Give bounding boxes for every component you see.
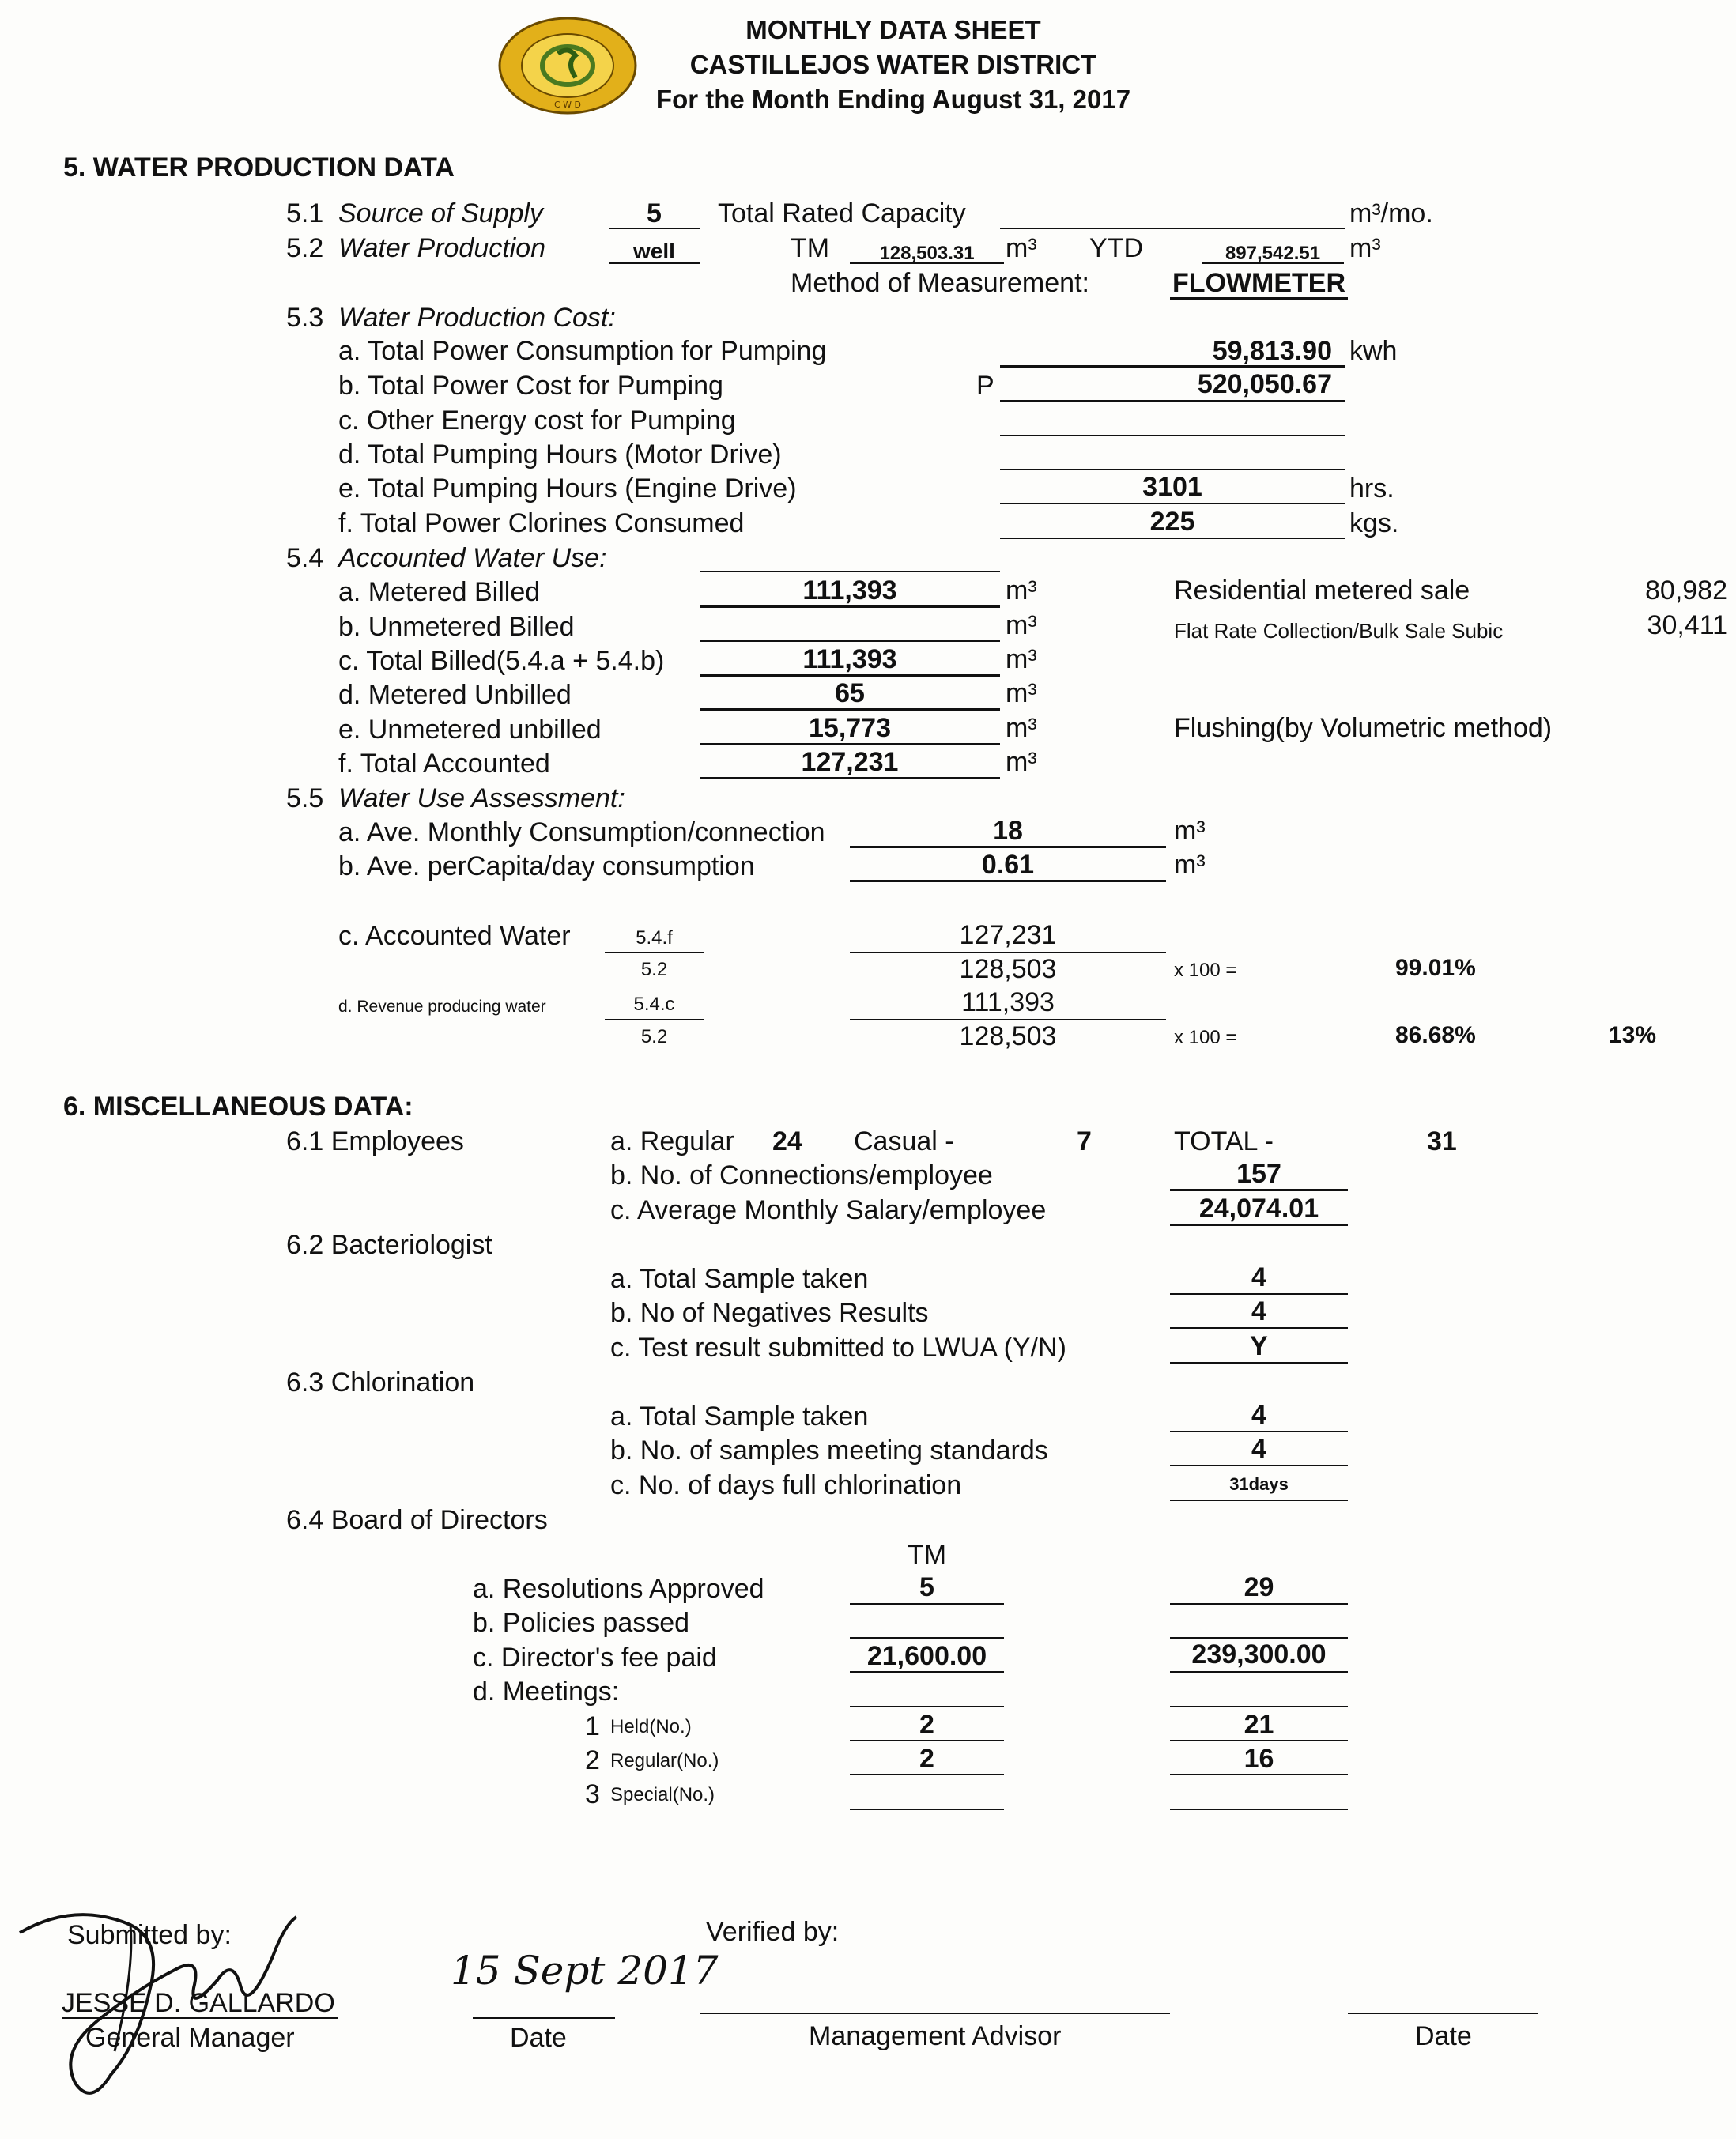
water-production-type: well (633, 239, 675, 263)
total-accounted-unit: m³ (1006, 747, 1037, 777)
power-cost-label: b. Total Power Cost for Pumping (338, 371, 723, 401)
revenue-producing-water-label: d. Revenue producing water (338, 998, 546, 1016)
item-5-5-number: 5.5 (286, 783, 324, 813)
metered-billed-label: a. Metered Billed (338, 577, 541, 607)
item-5-2-number: 5.2 (286, 233, 324, 263)
board-of-directors-label: 6.4 Board of Directors (286, 1505, 548, 1535)
meetings-held-ytd: 21 (1244, 1710, 1274, 1740)
source-of-supply-value: 5 (647, 198, 662, 228)
tm-label: TM (791, 233, 830, 263)
section-5-heading: 5. WATER PRODUCTION DATA (63, 153, 455, 183)
flat-rate-value: 30,411 (1647, 610, 1727, 640)
unmetered-unbilled-unit: m³ (1006, 713, 1037, 743)
accounted-water-multiplier: x 100 = (1174, 960, 1237, 981)
unmetered-unbilled-value: 15,773 (809, 713, 891, 743)
signatory-title: General Manager (85, 2023, 295, 2053)
tm-production-value: 128,503.31 (879, 243, 975, 264)
unmetered-billed-unit: m³ (1006, 610, 1037, 640)
residential-sale-label: Residential metered sale (1174, 575, 1470, 605)
bact-samples-value: 4 (1251, 1262, 1266, 1292)
resolutions-approved-ytd: 29 (1244, 1572, 1274, 1602)
meetings-special-label: Special(No.) (610, 1784, 715, 1805)
avg-salary-label: c. Average Monthly Salary/employee (610, 1195, 1047, 1225)
meetings-regular-label: Regular(No.) (610, 1750, 719, 1771)
chlor-samples-label: a. Total Sample taken (610, 1401, 869, 1432)
total-accounted-value: 127,231 (801, 747, 899, 777)
samples-meeting-standards-value: 4 (1251, 1434, 1266, 1464)
svg-text:15 Sept 2017: 15 Sept 2017 (451, 1948, 719, 1994)
svg-text:C W D: C W D (553, 100, 582, 110)
accounted-water-use-label: Accounted Water Use: (338, 543, 607, 573)
non-revenue-water-percent: 13% (1609, 1022, 1657, 1048)
metered-unbilled-unit: m³ (1006, 678, 1037, 708)
accounted-water-denominator-ref: 5.2 (640, 959, 668, 980)
power-cost-value: 520,050.67 (1197, 369, 1332, 399)
total-employees-label: TOTAL - (1174, 1126, 1274, 1156)
revenue-water-denominator: 128,503 (959, 1021, 1057, 1051)
signatory-name: JESSE D. GALLARDO (62, 1988, 335, 2018)
avg-monthly-unit: m³ (1174, 816, 1206, 846)
meetings-special-number: 3 (585, 1779, 600, 1809)
verified-by-label: Verified by: (706, 1917, 840, 1947)
connections-per-employee-label: b. No. of Connections/employee (610, 1160, 993, 1190)
management-advisor-label: Management Advisor (809, 2021, 1062, 2051)
board-tm-header: TM (907, 1540, 947, 1570)
meetings-label: d. Meetings: (473, 1677, 620, 1707)
peso-sign: P (976, 371, 994, 401)
source-of-supply-label: Source of Supply (338, 198, 543, 228)
resolutions-approved-label: a. Resolutions Approved (473, 1574, 764, 1604)
verified-date-label: Date (1415, 2021, 1472, 2051)
full-chlorination-days-value: 31days (1229, 1474, 1289, 1494)
pumping-hours-engine-value: 3101 (1142, 472, 1202, 502)
revenue-water-denominator-ref: 5.2 (640, 1026, 668, 1047)
sheet-title: MONTHLY DATA SHEET (745, 15, 1041, 44)
total-billed-value: 111,393 (802, 644, 897, 674)
avg-monthly-consumption-label: a. Ave. Monthly Consumption/connection (338, 817, 825, 847)
avg-monthly-consumption-value: 18 (993, 816, 1023, 846)
per-capita-consumption-value: 0.61 (981, 850, 1035, 880)
total-rated-capacity-unit: m³/mo. (1349, 198, 1433, 228)
meetings-regular-tm: 2 (919, 1744, 934, 1774)
employees-label: 6.1 Employees (286, 1126, 464, 1156)
residential-sale-value: 80,982 (1645, 575, 1727, 605)
lwua-submitted-value: Y (1250, 1331, 1268, 1361)
directors-fee-ytd: 239,300.00 (1191, 1639, 1327, 1669)
report-period: For the Month Ending August 31, 2017 (655, 85, 1131, 114)
ytd-production-value: 897,542.51 (1225, 243, 1321, 264)
total-accounted-label: f. Total Accounted (338, 749, 550, 779)
ytd-label: YTD (1089, 233, 1143, 263)
submitted-by-label: Submitted by: (67, 1920, 232, 1950)
per-capita-consumption-label: b. Ave. perCapita/day consumption (338, 851, 755, 881)
metered-billed-value: 111,393 (802, 575, 897, 605)
method-of-measurement-label: Method of Measurement: (791, 268, 1089, 298)
revenue-water-numerator-ref: 5.4.c (633, 994, 675, 1015)
clorines-consumed-label: f. Total Power Clorines Consumed (338, 508, 745, 538)
accounted-water-denominator: 128,503 (959, 954, 1057, 984)
water-production-label: Water Production (338, 233, 546, 263)
meetings-held-label: Held(No.) (610, 1716, 692, 1737)
negative-results-label: b. No of Negatives Results (610, 1298, 929, 1328)
total-billed-unit: m³ (1006, 644, 1037, 674)
method-of-measurement-value: FLOWMETER (1172, 268, 1346, 298)
revenue-water-multiplier: x 100 = (1174, 1027, 1237, 1048)
samples-meeting-standards-label: b. No. of samples meeting standards (610, 1435, 1048, 1466)
casual-value: 7 (1077, 1126, 1092, 1156)
unmetered-unbilled-label: e. Unmetered unbilled (338, 715, 602, 745)
revenue-water-percent: 86.68% (1395, 1022, 1476, 1048)
pumping-hours-engine-label: e. Total Pumping Hours (Engine Drive) (338, 473, 797, 504)
power-consumption-value: 59,813.90 (1212, 336, 1332, 366)
negative-results-value: 4 (1251, 1296, 1266, 1326)
revenue-water-numerator: 111,393 (961, 987, 1055, 1017)
hours-unit: hrs. (1349, 473, 1394, 504)
regular-label: a. Regular (610, 1126, 734, 1156)
section-6-heading: 6. MISCELLANEOUS DATA: (63, 1092, 413, 1122)
connections-per-employee-value: 157 (1236, 1159, 1281, 1189)
metered-unbilled-label: d. Metered Unbilled (338, 680, 572, 710)
metered-unbilled-value: 65 (835, 678, 865, 708)
clorines-consumed-value: 225 (1149, 507, 1195, 537)
tm-unit: m³ (1006, 233, 1037, 263)
metered-billed-unit: m³ (1006, 575, 1037, 605)
bact-samples-label: a. Total Sample taken (610, 1264, 869, 1294)
date-label: Date (510, 2023, 567, 2053)
per-capita-unit: m³ (1174, 850, 1206, 880)
total-billed-label: c. Total Billed(5.4.a + 5.4.b) (338, 646, 665, 676)
regular-value: 24 (772, 1126, 802, 1156)
pumping-hours-motor-label: d. Total Pumping Hours (Motor Drive) (338, 439, 782, 470)
other-energy-cost-label: c. Other Energy cost for Pumping (338, 406, 736, 436)
total-employees-value: 31 (1427, 1126, 1457, 1156)
meetings-held-tm: 2 (919, 1710, 934, 1740)
directors-fee-label: c. Director's fee paid (473, 1643, 717, 1673)
meetings-regular-ytd: 16 (1244, 1744, 1274, 1774)
accounted-water-numerator: 127,231 (959, 920, 1057, 950)
accounted-water-percent: 99.01% (1395, 955, 1476, 981)
meetings-held-number: 1 (585, 1711, 600, 1741)
flat-rate-label: Flat Rate Collection/Bulk Sale Subic (1174, 619, 1504, 643)
handwritten-date (443, 1937, 719, 2008)
item-5-1-number: 5.1 (286, 198, 324, 228)
chlor-samples-value: 4 (1251, 1400, 1266, 1430)
chlorination-label: 6.3 Chlorination (286, 1368, 475, 1398)
resolutions-approved-tm: 5 (919, 1572, 934, 1602)
policies-passed-label: b. Policies passed (473, 1608, 690, 1638)
production-cost-label: Water Production Cost: (338, 303, 616, 333)
directors-fee-tm: 21,600.00 (866, 1641, 987, 1671)
accounted-water-numerator-ref: 5.4.f (636, 927, 673, 949)
accounted-water-label: c. Accounted Water (338, 921, 571, 951)
flushing-label: Flushing(by Volumetric method) (1174, 713, 1553, 743)
ytd-unit: m³ (1349, 233, 1381, 263)
total-rated-capacity-label: Total Rated Capacity (718, 198, 966, 228)
avg-salary-value: 24,074.01 (1198, 1194, 1319, 1224)
item-5-3-number: 5.3 (286, 303, 324, 333)
unmetered-billed-label: b. Unmetered Billed (338, 612, 575, 642)
bacteriologist-label: 6.2 Bacteriologist (286, 1230, 492, 1260)
power-consumption-label: a. Total Power Consumption for Pumping (338, 336, 827, 366)
item-5-4-number: 5.4 (286, 543, 324, 573)
meetings-regular-number: 2 (585, 1745, 600, 1775)
handwritten-signature (4, 1893, 312, 2130)
lwua-submitted-label: c. Test result submitted to LWUA (Y/N) (610, 1333, 1066, 1363)
full-chlorination-days-label: c. No. of days full chlorination (610, 1470, 962, 1500)
casual-label: Casual - (854, 1126, 954, 1156)
water-use-assessment-label: Water Use Assessment: (338, 783, 625, 813)
kgs-unit: kgs. (1349, 508, 1399, 538)
district-name: CASTILLEJOS WATER DISTRICT (689, 50, 1097, 79)
power-consumption-unit: kwh (1349, 336, 1398, 366)
